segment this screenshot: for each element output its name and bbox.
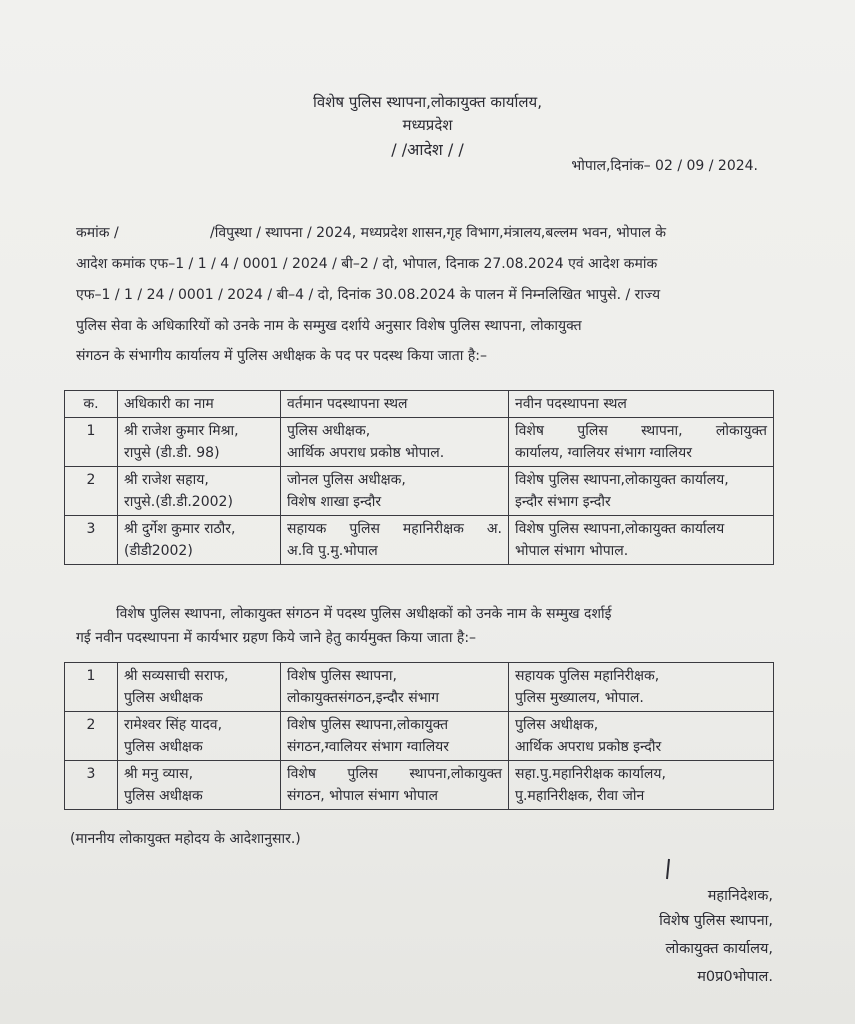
signatory-place: म0प्र0भोपाल. — [697, 969, 773, 985]
name-line: श्री मनु व्यास, — [124, 766, 194, 782]
order-para-line1: /विपुस्था / स्थापना / 2024, मध्यप्रदेश शासन,गृह विभाग,मंत्रालय,बल्लम भवन, भोपाल के — [210, 225, 667, 241]
col-current-posting: वर्तमान पदस्थापना स्थल — [281, 391, 509, 418]
current-line1: पुलिस अधीक्षक, — [287, 423, 371, 439]
office-title: विशेष पुलिस स्थापना,लोकायुक्त कार्यालय, — [313, 93, 542, 111]
new-line1: पुलिस अधीक्षक, — [515, 717, 599, 733]
table-header-row — [65, 391, 774, 418]
current-line2: आर्थिक अपराध प्रकोष्ठ भोपाल. — [287, 445, 445, 461]
designation-line: पुलिस अधीक्षक — [124, 739, 203, 755]
new-line1: विशेष पुलिस स्थापना, लोकायुक्त — [515, 423, 767, 439]
designation-line: पुलिस अधीक्षक — [124, 690, 203, 706]
current-line2: संगठन, भोपाल संभाग भोपाल — [287, 788, 438, 804]
signatory-office: लोकायुक्त कार्यालय, — [665, 941, 773, 957]
name-line: श्री राजेश सहाय, — [124, 472, 209, 488]
service-line: रापुसे (डी.डी. 98) — [124, 445, 220, 461]
current-line1: विशेष पुलिस स्थापना,लोकायुक्त — [287, 717, 449, 733]
order-heading: / /आदेश / / — [391, 140, 464, 159]
serial-cell: 2 — [65, 467, 118, 516]
serial-cell: 1 — [65, 663, 118, 712]
new-cell — [509, 663, 774, 712]
name-line: श्री राजेश कुमार मिश्रा, — [124, 423, 239, 439]
table-row — [65, 467, 774, 516]
name-cell — [118, 712, 281, 761]
new-line2: पु.महानिरीक्षक, रीवा जोन — [515, 788, 645, 804]
order-para-line3: एफ–1 / 1 / 24 / 0001 / 2024 / बी–4 / दो, दिनांक 30.08.2024 के पालन में निम्नलिखित भापुसे. / राज्य — [76, 287, 661, 303]
current-line2: संगठन,ग्वालियर संभाग ग्वालियर — [287, 739, 450, 755]
serial-cell: 3 — [65, 761, 118, 810]
table-row — [65, 761, 774, 810]
name-cell — [118, 663, 281, 712]
current-line1: विशेष पुलिस स्थापना, — [287, 668, 397, 684]
name-cell — [118, 761, 281, 810]
new-cell — [509, 467, 774, 516]
order-date: भोपाल,दिनांक– 02 / 09 / 2024. — [571, 158, 758, 174]
current-cell — [281, 663, 509, 712]
name-line: रामेश्वर सिंह यादव, — [124, 717, 223, 733]
col-new-posting: नवीन पदस्थापना स्थल — [509, 391, 774, 418]
new-cell — [509, 712, 774, 761]
current-cell — [281, 467, 509, 516]
current-cell — [281, 418, 509, 467]
name-cell — [118, 516, 281, 565]
current-line2: अ.वि पु.मु.भोपाल — [287, 543, 378, 559]
order-number-label: कमांक / — [76, 225, 119, 241]
designation-line: पुलिस अधीक्षक — [124, 788, 203, 804]
new-line1: सहायक पुलिस महानिरीक्षक, — [515, 668, 660, 684]
new-line2: आर्थिक अपराध प्रकोष्ठ इन्दौर — [515, 739, 662, 755]
signatory-title: महानिदेशक, — [707, 888, 773, 904]
table-row — [65, 663, 774, 712]
service-line: (डीडी2002) — [124, 543, 193, 559]
footnote: (माननीय लोकायुक्त महोदय के आदेशानुसार.) — [70, 831, 301, 847]
order-para-line4: पुलिस सेवा के अधिकारियों को उनके नाम के सम्मुख दर्शाये अनुसार विशेष पुलिस स्थापना, लोकायुक्त — [76, 318, 582, 334]
current-line1: विशेष पुलिस स्थापना,लोकायुक्त — [287, 766, 502, 782]
new-line2: इन्दौर संभाग इन्दौर — [515, 494, 611, 510]
table-row — [65, 712, 774, 761]
name-cell — [118, 467, 281, 516]
signatory-org: विशेष पुलिस स्थापना, — [659, 913, 773, 929]
col-officer-name: अधिकारी का नाम — [118, 391, 281, 418]
new-cell — [509, 761, 774, 810]
order-para-line2: आदेश कमांक एफ–1 / 1 / 4 / 0001 / 2024 / बी–2 / दो, भोपाल, दिनाक 27.08.2024 एवं आदेश कमांक — [76, 256, 658, 272]
current-line2: विशेष शाखा इन्दौर — [287, 494, 382, 510]
relieve-table — [64, 662, 774, 810]
serial-cell: 3 — [65, 516, 118, 565]
serial-cell: 2 — [65, 712, 118, 761]
new-line1: विशेष पुलिस स्थापना,लोकायुक्त कार्यालय, — [515, 472, 729, 488]
current-line2: लोकायुक्तसंगठन,इन्दौर संभाग — [287, 690, 440, 706]
service-line: रापुसे.(डी.डी.2002) — [124, 494, 233, 510]
col-serial: क. — [65, 391, 118, 418]
new-line2: कार्यालय, ग्वालियर संभाग ग्वालियर — [515, 445, 692, 461]
relieve-para-line2: गई नवीन पदस्थापना में कार्यभार ग्रहण किये जाने हेतु कार्यमुक्त किया जाता है:– — [76, 630, 477, 646]
name-line: श्री दुर्गेश कुमार राठौर, — [124, 521, 236, 537]
new-line1: विशेष पुलिस स्थापना,लोकायुक्त कार्यालय — [515, 521, 725, 537]
new-line2: भोपाल संभाग भोपाल. — [515, 543, 629, 559]
new-cell — [509, 516, 774, 565]
new-cell — [509, 418, 774, 467]
state-name: मध्यप्रदेश — [402, 116, 453, 134]
name-cell — [118, 418, 281, 467]
current-line1: सहायक पुलिस महानिरीक्षक अ. — [287, 521, 502, 537]
signature-mark — [664, 858, 672, 880]
table-row — [65, 516, 774, 565]
name-line: श्री सव्यसाची सराफ, — [124, 668, 229, 684]
new-line2: पुलिस मुख्यालय, भोपाल. — [515, 690, 644, 706]
current-cell — [281, 761, 509, 810]
order-para-line5: संगठन के संभागीय कार्यालय में पुलिस अधीक्षक के पद पर पदस्थ किया जाता है:– — [76, 348, 487, 364]
posting-table — [64, 390, 774, 565]
current-line1: जोनल पुलिस अधीक्षक, — [287, 472, 406, 488]
new-line1: सहा.पु.महानिरीक्षक कार्यालय, — [515, 766, 666, 782]
relieve-para-line1: विशेष पुलिस स्थापना, लोकायुक्त संगठन में पदस्थ पुलिस अधीक्षकों को उनके नाम के सम्मुख दर्शाई — [116, 606, 612, 622]
current-cell — [281, 712, 509, 761]
table-row — [65, 418, 774, 467]
current-cell — [281, 516, 509, 565]
serial-cell: 1 — [65, 418, 118, 467]
